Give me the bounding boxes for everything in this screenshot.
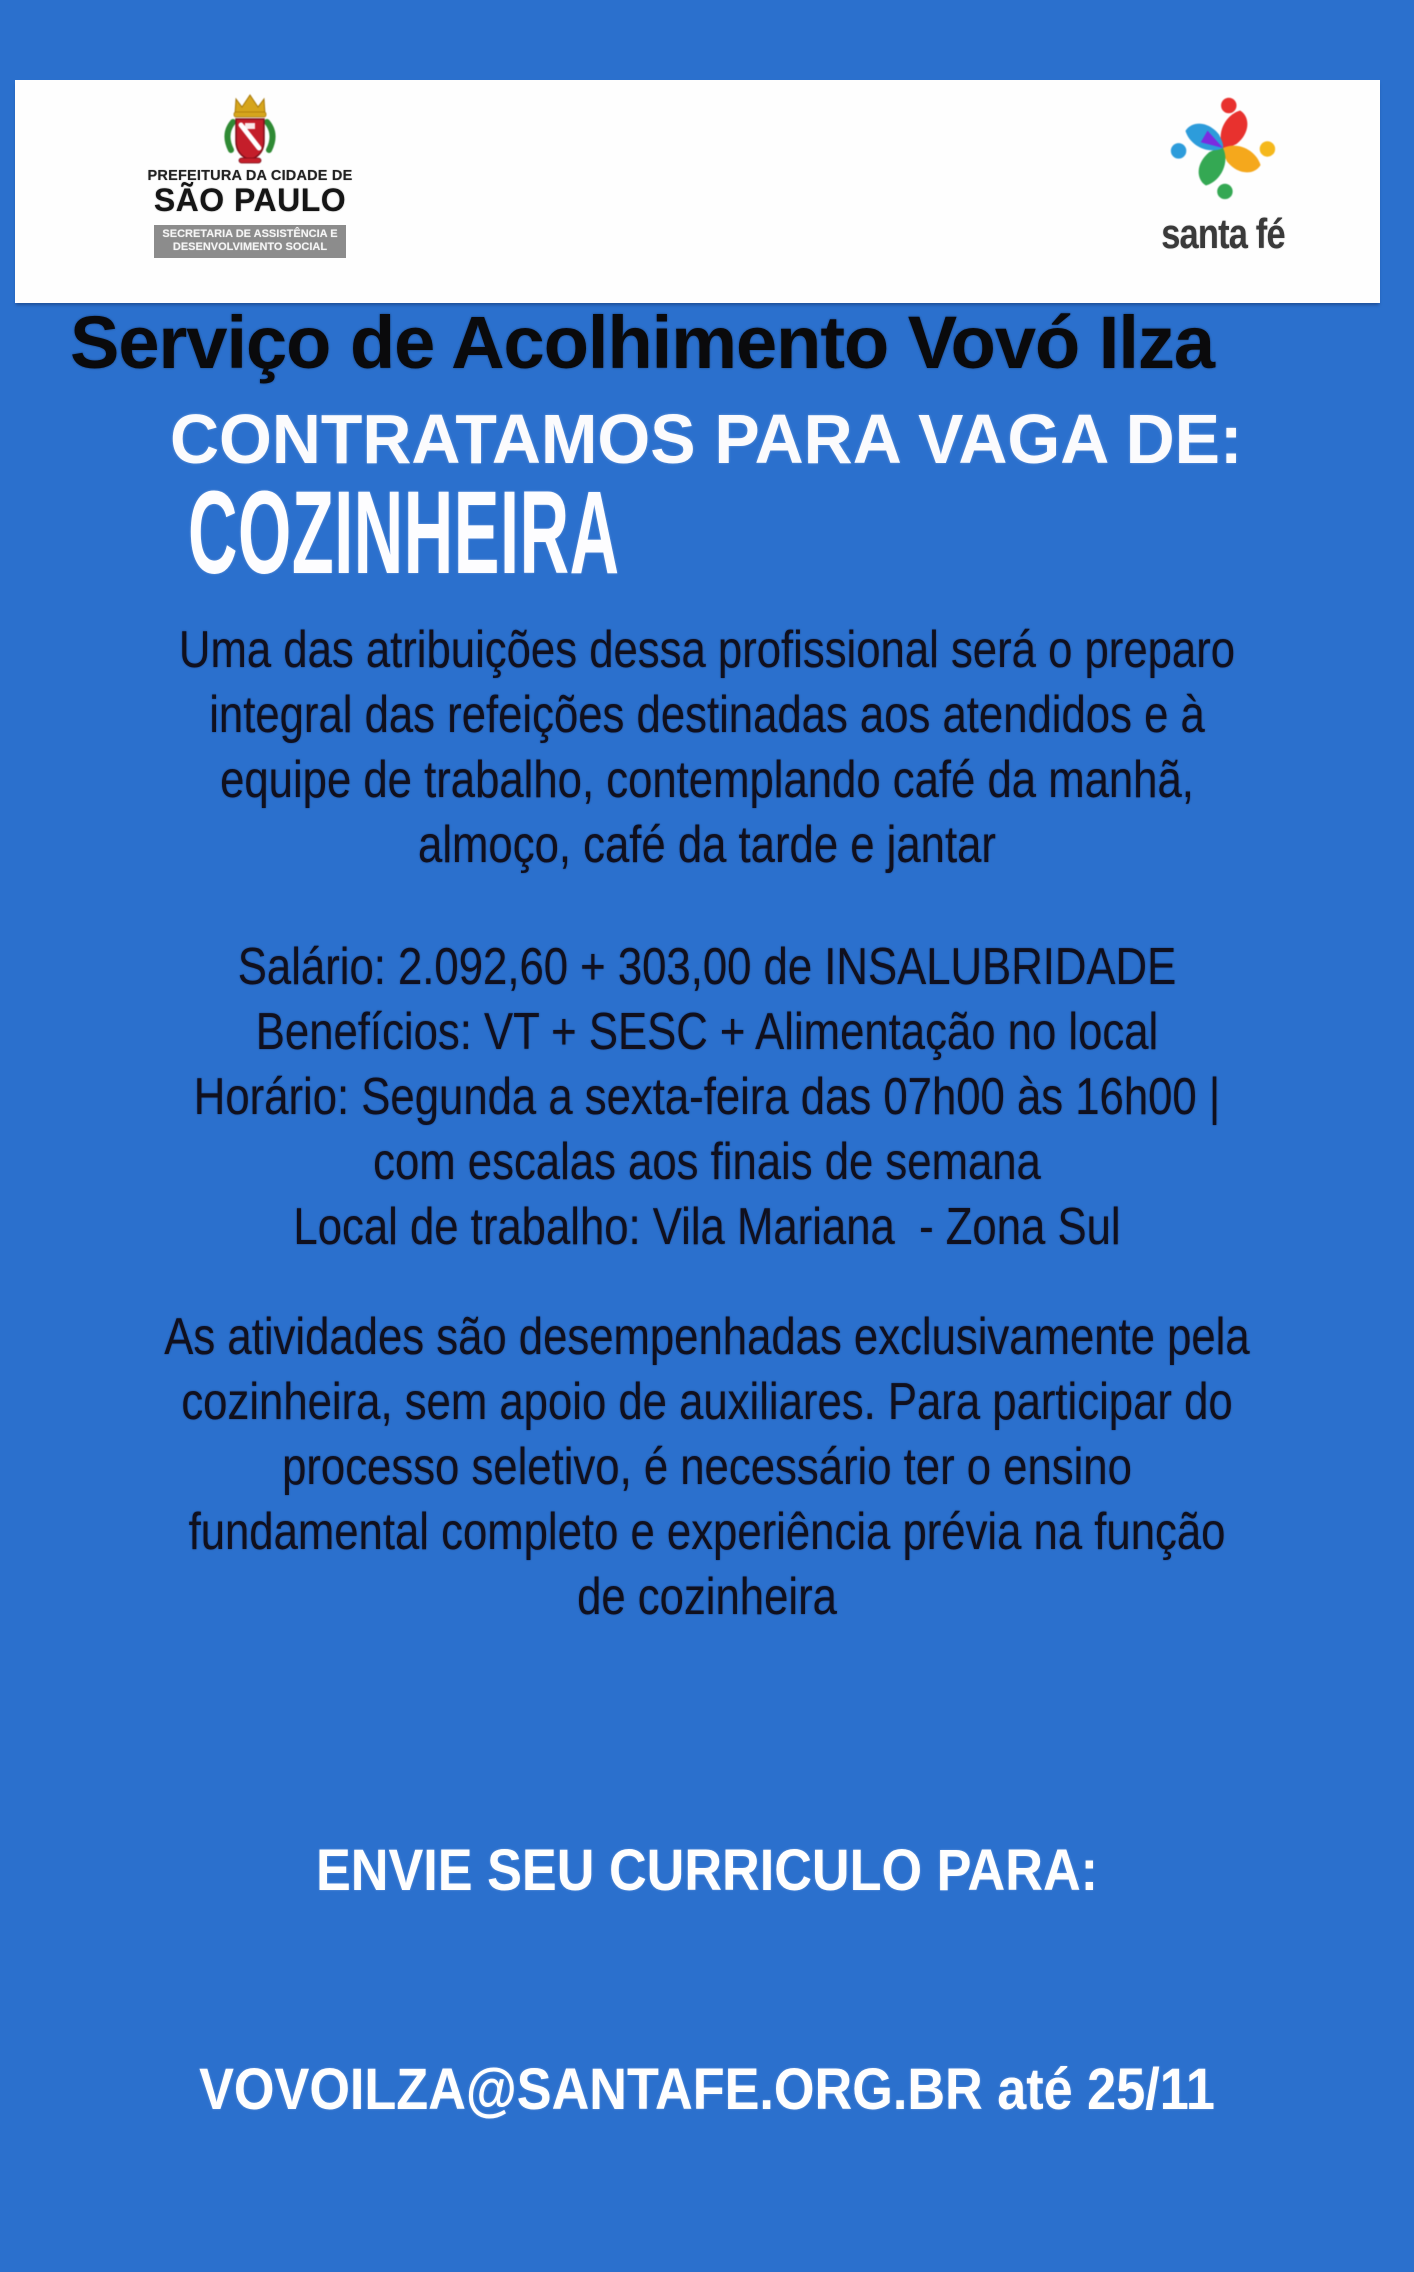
santa-fe-pinwheel-icon bbox=[1167, 92, 1279, 204]
schedule-line: com escalas aos finais de semana bbox=[373, 1133, 1041, 1191]
job-details bbox=[113, 935, 1301, 1260]
header-band bbox=[15, 80, 1380, 303]
requirements-line: de cozinheira bbox=[577, 1568, 837, 1626]
prefeitura-sao-paulo-logo bbox=[130, 90, 370, 258]
requirements-line: cozinheira, sem apoio de auxiliares. Para participar do bbox=[181, 1373, 1233, 1431]
secretaria-banner bbox=[154, 225, 345, 259]
requirements-line: processo seletivo, é necessário ter o ensino bbox=[282, 1438, 1132, 1496]
page-title: Serviço de Acolhimento Vovó Ilza bbox=[70, 301, 1215, 384]
santa-fe-wordmark: santa fé bbox=[1161, 210, 1285, 257]
secretaria-banner-line2: DESENVOLVIMENTO SOCIAL bbox=[172, 241, 328, 254]
location-line: Local de trabalho: Vila Mariana - Zona Sul bbox=[293, 1198, 1121, 1256]
schedule-line: Horário: Segunda a sexta-feira das 07h00 às 16h00 | bbox=[193, 1068, 1221, 1126]
description-line: almoço, café da tarde e jantar bbox=[418, 816, 996, 874]
prefeitura-name-text: SÃO PAULO bbox=[153, 182, 347, 218]
requirements-line: As atividades são desempenhadas exclusivamente pela bbox=[164, 1308, 1250, 1366]
hiring-subtitle: CONTRATAMOS PARA VAGA DE: bbox=[170, 400, 1243, 478]
description-paragraph bbox=[113, 618, 1301, 878]
sao-paulo-crest-icon bbox=[221, 90, 279, 164]
description-line: integral das refeições destinadas aos atendidos e à bbox=[209, 686, 1205, 744]
prefeitura-eyebrow-text: PREFEITURA DA CIDADE DE bbox=[147, 168, 353, 184]
benefits-line: Benefícios: VT + SESC + Alimentação no local bbox=[255, 1003, 1159, 1061]
requirements-line: fundamental completo e experiência prévia na função bbox=[188, 1503, 1226, 1561]
description-line: equipe de trabalho, contemplando café da manhã, bbox=[220, 751, 1194, 809]
cta-heading: ENVIE SEU CURRICULO PARA: bbox=[315, 1838, 1099, 1903]
requirements-paragraph bbox=[113, 1305, 1301, 1630]
santa-fe-logo bbox=[1133, 92, 1313, 258]
role-title: COZINHEIRA bbox=[188, 467, 620, 599]
salary-line: Salário: 2.092,60 + 303,00 de INSALUBRIDADE bbox=[237, 938, 1177, 996]
secretaria-banner-line1: SECRETARIA DE ASSISTÊNCIA E bbox=[162, 227, 338, 240]
cta-block bbox=[71, 1688, 1344, 2272]
description-line: Uma das atribuições dessa profissional será o preparo bbox=[178, 621, 1236, 679]
cta-email: VOVOILZA@SANTAFE.ORG.BR até 25/11 bbox=[199, 2057, 1215, 2122]
